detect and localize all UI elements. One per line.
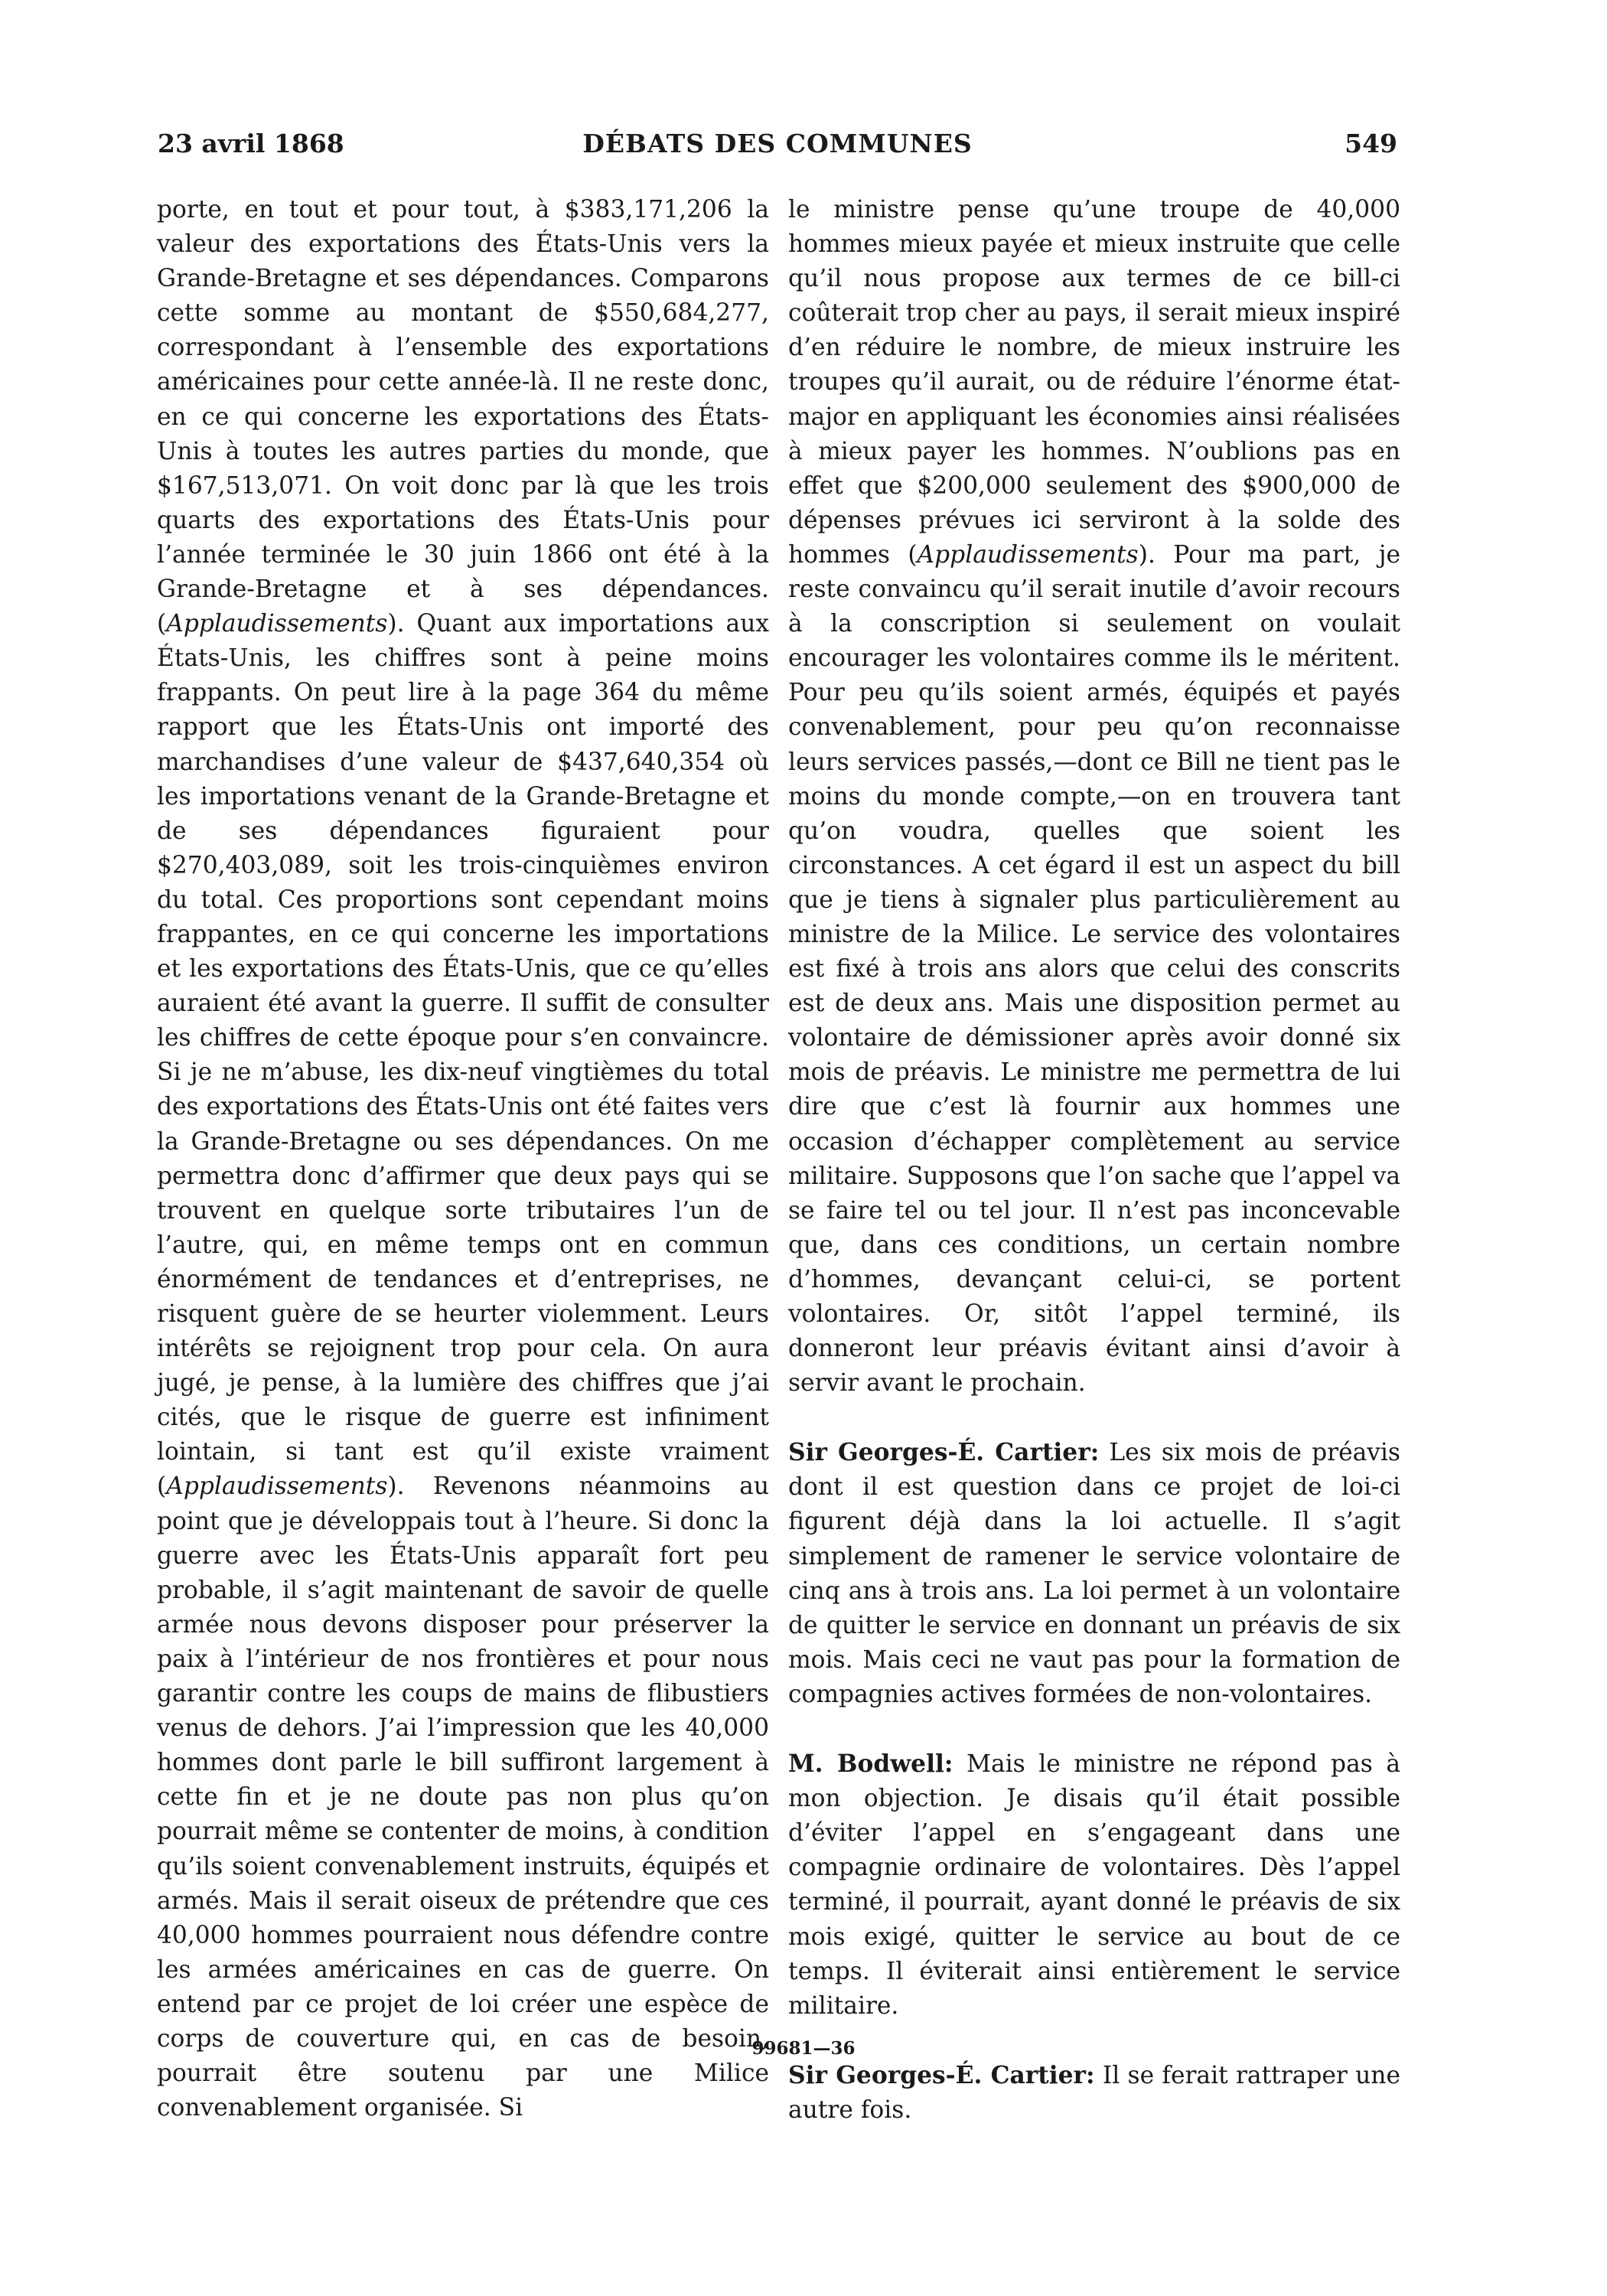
- speech-text: Mais le ministre ne répond pas à mon objection. Je disais qu’il était possible d’éviter l’appel en s’engageant dans une compagnie ordinaire de volontaires. Dès l’appel terminé, il pourrait, ayant donné le préavis de six mois exigé, quitter le service au bout de ce temps. Il éviterait ainsi entièrement le service militaire.: [788, 1750, 1400, 2020]
- print-code: 99681—36: [751, 2038, 856, 2059]
- speech-cartier-1: [788, 1436, 1400, 1712]
- applause-italic: Applaudissements: [917, 540, 1139, 569]
- right-paragraph: [788, 193, 1400, 1401]
- text-run: ). Pour ma part, je reste convaincu qu’il serait inutile d’avoir recours à la conscription si seulement on voulait encourager les volontaires comme ils le méritent. Pour peu qu’ils soient armés, équipés et payés convenablement, pour peu qu’on reconnaisse leurs services passés,—dont ce Bill ne tient pas le moins du monde compte,—on en trouvera tant qu’on voudra, quelles que soient les circonstances. A cet égard il est un aspect du bill que je tiens à signaler plus particulièrement au ministre de la Milice. Le service des volontaires est fixé à trois ans alors que celui des conscrits est de deux ans. Mais une disposition permet au volontaire de démissioner après avoir donné six mois de préavis. Le ministre me permettra de lui dire que c’est là fournir aux hommes une occasion d’échapper complètement au service militaire. Supposons que l’on sache que l’appel va se faire tel ou tel jour. Il n’est pas inconcevable que, dans ces conditions, un certain nombre d’hommes, devançant celui-ci, se portent volontaires. Or, sitôt l’appel terminé, ils donneront leur préavis évitant ainsi d’avoir à servir avant le prochain.: [788, 540, 1400, 1397]
- page-header: [158, 129, 1397, 174]
- speech-cartier-2: [788, 2059, 1400, 2128]
- speech-text: Il se ferait rattraper une autre fois.: [788, 2061, 1400, 2124]
- left-paragraph: [157, 193, 769, 2125]
- speech-text: Les six mois de préavis dont il est question dans ce projet de loi-ci figurent déjà dans la loi actuelle. Il s’agit simplement de ramener le service volontaire de cinq ans à trois ans. La loi permet à un volontaire de quitter le service en donnant un préavis de six mois. Mais ceci ne vaut pas pour la formation de compagnies actives formées de non-volontaires.: [788, 1439, 1400, 1708]
- page-number: 549: [1345, 129, 1397, 158]
- speaker-name: M. Bodwell:: [788, 1750, 953, 1779]
- text-run: porte, en tout et pour tout, à $383,171,206 la valeur des exportations des États-Unis vers la Grande-Bretagne et ses dépendances. Comparons cette somme au montant de $550,684,277, correspondant à l’ensemble des exportations américaines pour cette année-là. Il ne reste donc, en ce qui concerne les exportations des États-Unis à toutes les autres parties du monde, que $167,513,071. On voit donc par là que les trois quarts des exportations des États-Unis pour l’année terminée le 30 juin 1866 ont été à la Grande-Bretagne et à ses dépendances. (: [157, 196, 769, 638]
- speech-bodwell: [788, 1747, 1400, 2024]
- applause-italic: Applaudissements: [166, 1473, 388, 1501]
- left-column: [157, 193, 769, 2125]
- right-column: [788, 193, 1400, 2128]
- text-run: le ministre pense qu’une troupe de 40,000 hommes mieux payée et mieux instruite que celle qu’il nous propose aux termes de ce bill-ci coûterait trop cher au pays, il serait mieux inspiré d’en réduire le nombre, de mieux instruire les troupes qu’il aurait, ou de réduire l’énorme état-major en appliquant les économies ainsi réalisées à mieux payer les hommes. N’oublions pas en effet que $200,000 seulement des $900,000 de dépenses prévues ici serviront à la solde des hommes (: [788, 196, 1400, 569]
- header-date: 23 avril 1868: [158, 129, 344, 158]
- applause-italic: Applaudissements: [166, 610, 388, 638]
- speaker-name: Sir Georges-É. Cartier:: [788, 2061, 1095, 2089]
- header-title: DÉBATS DES COMMUNES: [582, 129, 973, 158]
- text-run: ). Quant aux importations aux États-Unis, les chiffres sont à peine moins frappants. On peut lire à la page 364 du même rapport que les États-Unis ont importé des marchandises d’une valeur de $437,640,354 où les importations venant de la Grande-Bretagne et de ses dépendances figuraient pour $270,403,089, soit les trois-cinquièmes environ du total. Ces proportions sont cependant moins frappantes, en ce qui concerne les importations et les exportations des États-Unis, que ce qu’elles auraient été avant la guerre. Il suffit de consulter les chiffres de cette époque pour s’en convaincre. Si je ne m’abuse, les dix-neuf vingtièmes du total des exportations des États-Unis ont été faites vers la Grande-Bretagne ou ses dépendances. On me permettra donc d’affirmer que deux pays qui se trouvent en quelque sorte tributaires l’un de l’autre, qui, en même temps ont en commun énormément de tendances et d’entreprises, ne risquent guère de se heurter violemment. Leurs intérêts se rejoignent trop pour cela. On aura jugé, je pense, à la lumière des chiffres que j’ai cités, que le risque de guerre est infiniment lointain, si tant est qu’il existe vraiment (: [157, 610, 769, 1501]
- text-run: ). Revenons néanmoins au point que je développais tout à l’heure. Si donc la guerre avec les États-Unis apparaît fort peu probable, il s’agit maintenant de savoir de quelle armée nous devons disposer pour préserver la paix à l’intérieur de nos frontières et pour nous garantir contre les coups de mains de flibustiers venus de dehors. J’ai l’impression que les 40,000 hommes dont parle le bill suffiront largement à cette fin et je ne doute pas non plus qu’on pourrait même se contenter de moins, à condition qu’ils soient convenablement instruits, équipés et armés. Mais il serait oiseux de prétendre que ces 40,000 hommes pourraient nous défendre contre les armées américaines en cas de guerre. On entend par ce projet de loi créer une espèce de corps de couverture qui, en cas de besoin, pourrait être soutenu par une Milice convenablement organisée. Si: [157, 1473, 769, 2122]
- speaker-name: Sir Georges-É. Cartier:: [788, 1439, 1100, 1467]
